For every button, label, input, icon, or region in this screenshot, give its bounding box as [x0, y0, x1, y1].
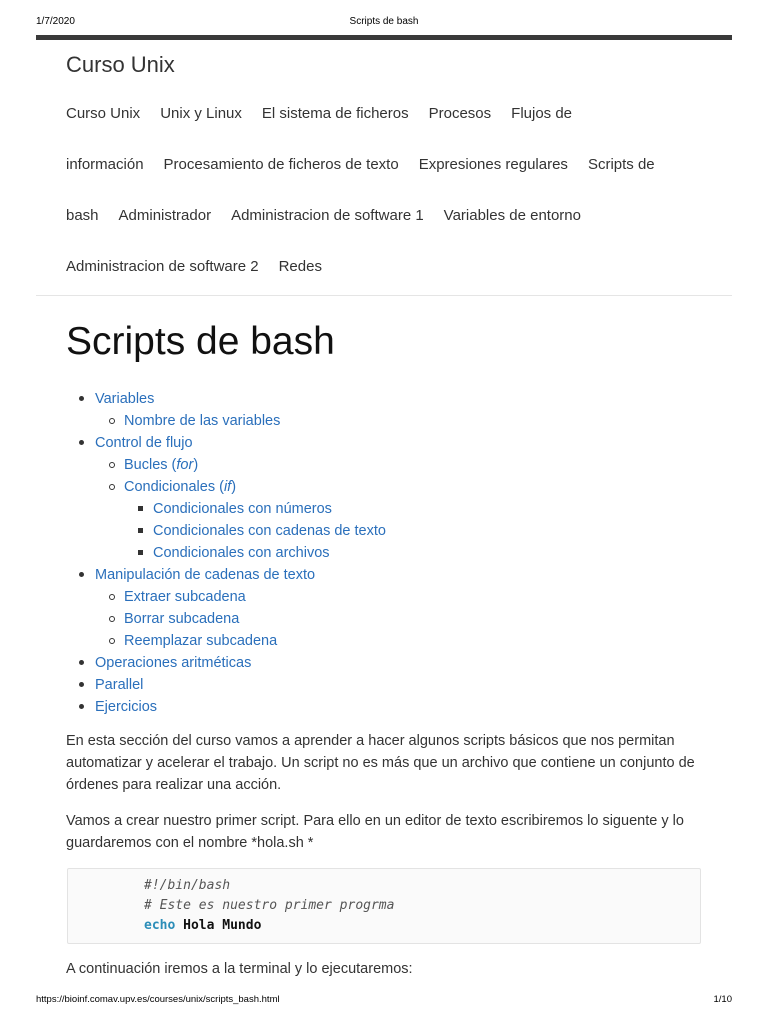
toc-item [66, 586, 706, 608]
toc-link-text: Extraer subcadena [124, 589, 246, 605]
toc-link[interactable] [153, 523, 386, 539]
nav-link[interactable]: Redes [278, 258, 322, 275]
toc-link-emphasis: if [223, 479, 232, 495]
site-brand-link[interactable]: Curso Unix [66, 52, 175, 77]
toc-link-text: Ejercicios [95, 699, 158, 715]
terminal-paragraph: A continuación iremos a la terminal y lo ejecutaremos: [66, 961, 413, 977]
toc-link[interactable] [124, 479, 236, 495]
nav-link[interactable]: Curso Unix [66, 105, 141, 122]
toc-item [66, 498, 706, 520]
nav-link[interactable]: Administracion de software 2 [66, 258, 259, 275]
toc-link-text: Borrar subcadena [124, 611, 240, 627]
bullet-icon [109, 418, 115, 424]
toc-link[interactable] [95, 677, 143, 693]
toc-link-text: Nombre de las variables [124, 413, 281, 429]
nav-row [66, 207, 601, 224]
toc-link[interactable] [95, 435, 193, 451]
toc-link-text: Variables [95, 391, 155, 407]
toc-item [66, 476, 706, 498]
print-url: https://bioinf.comav.upv.es/courses/unix/scripts_bash.html [36, 994, 280, 1005]
toc-item [66, 388, 706, 410]
bullet-icon [109, 462, 115, 468]
page-title: Scripts de bash [66, 320, 335, 363]
toc-link-text: Parallel [95, 677, 144, 693]
toc-list [66, 388, 706, 718]
toc-link[interactable] [124, 633, 277, 649]
bullet-icon [109, 484, 115, 490]
toc-link[interactable] [124, 589, 246, 605]
toc-item [66, 696, 706, 718]
code-echo-line [144, 916, 261, 936]
nav-divider [36, 295, 732, 296]
bullet-icon [79, 572, 84, 577]
nav-link[interactable]: Expresiones regulares [418, 156, 568, 173]
print-footer [0, 994, 768, 1008]
code-argument: Hola Mundo [183, 918, 262, 933]
print-header [0, 16, 768, 30]
nav-link[interactable]: Administrador [118, 207, 212, 224]
instruction-paragraph: Vamos a crear nuestro primer script. Para ello en un editor de texto escribiremos lo siguente y lo guardaremos con el nombre *hola.sh * [66, 813, 684, 851]
toc-link[interactable] [95, 699, 157, 715]
toc-link[interactable] [95, 655, 251, 671]
bullet-icon [79, 704, 84, 709]
toc-link-text: Bucles ( [124, 457, 177, 473]
top-bar [36, 35, 732, 40]
intro-paragraph: En esta sección del curso vamos a aprender a hacer algunos scripts básicos que nos permitan automatizar y acelerar el trabajo. Un script no es más que un archivo que contiene un conjunto de órdenes para realizar una acción. [66, 733, 695, 793]
toc-link[interactable] [124, 611, 239, 627]
toc-link-text: Condicionales ( [124, 479, 224, 495]
nav-link[interactable]: Administracion de software 1 [231, 207, 424, 224]
toc-link[interactable] [153, 545, 330, 561]
bullet-icon [109, 638, 115, 644]
toc-link[interactable] [95, 567, 315, 583]
toc-link-text: Condicionales con archivos [153, 545, 330, 561]
nav-row [66, 258, 342, 275]
toc-link-text: Manipulación de cadenas de texto [95, 567, 316, 583]
print-date: 1/7/2020 [36, 16, 75, 27]
toc-link-suffix: ) [231, 479, 237, 495]
toc-item [66, 608, 706, 630]
toc-link-text: Condicionales con cadenas de texto [153, 523, 386, 539]
toc-item [66, 630, 706, 652]
toc-item [66, 674, 706, 696]
bullet-icon [79, 682, 84, 687]
nav-link[interactable]: información [66, 156, 144, 173]
toc-item [66, 410, 706, 432]
toc-item [66, 454, 706, 476]
toc-link-text: Control de flujo [95, 435, 193, 451]
bullet-icon [79, 396, 84, 401]
toc-link-text: Condicionales con números [153, 501, 332, 517]
code-block [67, 868, 701, 944]
toc-link-emphasis: for [176, 457, 194, 473]
bullet-icon [79, 660, 84, 665]
code-keyword: echo [144, 918, 176, 933]
toc-link-text: Reemplazar subcadena [124, 633, 278, 649]
toc-link-text: Operaciones aritméticas [95, 655, 252, 671]
nav-row [66, 156, 675, 173]
bullet-icon [138, 528, 143, 533]
bullet-icon [138, 506, 143, 511]
nav-link[interactable]: Procesamiento de ficheros de texto [163, 156, 399, 173]
toc-link[interactable] [95, 391, 154, 407]
bullet-icon [138, 550, 143, 555]
toc-item [66, 542, 706, 564]
nav-row [66, 105, 592, 122]
toc-item [66, 652, 706, 674]
toc-item [66, 564, 706, 586]
nav-link[interactable]: Scripts de [587, 156, 655, 173]
toc-item [66, 520, 706, 542]
toc-link[interactable] [124, 413, 280, 429]
toc-link[interactable] [124, 457, 198, 473]
nav-link[interactable]: El sistema de ficheros [261, 105, 409, 122]
nav-link[interactable]: Unix y Linux [160, 105, 242, 122]
code-comment: # Este es nuestro primer progrma [144, 898, 395, 913]
print-page-number: 1/10 [713, 994, 732, 1005]
bullet-icon [79, 440, 84, 445]
bullet-icon [109, 594, 115, 600]
toc-item [66, 432, 706, 454]
nav-link[interactable]: Procesos [428, 105, 492, 122]
bullet-icon [109, 616, 115, 622]
nav-link[interactable]: bash [66, 207, 99, 224]
code-shebang: #!/bin/bash [144, 878, 231, 893]
toc-link[interactable] [153, 501, 332, 517]
nav-link[interactable]: Variables de entorno [443, 207, 581, 224]
toc-link-suffix: ) [193, 457, 199, 473]
nav-link[interactable]: Flujos de [511, 105, 573, 122]
table-of-contents [66, 388, 706, 718]
print-doc-title: Scripts de bash [349, 16, 419, 27]
